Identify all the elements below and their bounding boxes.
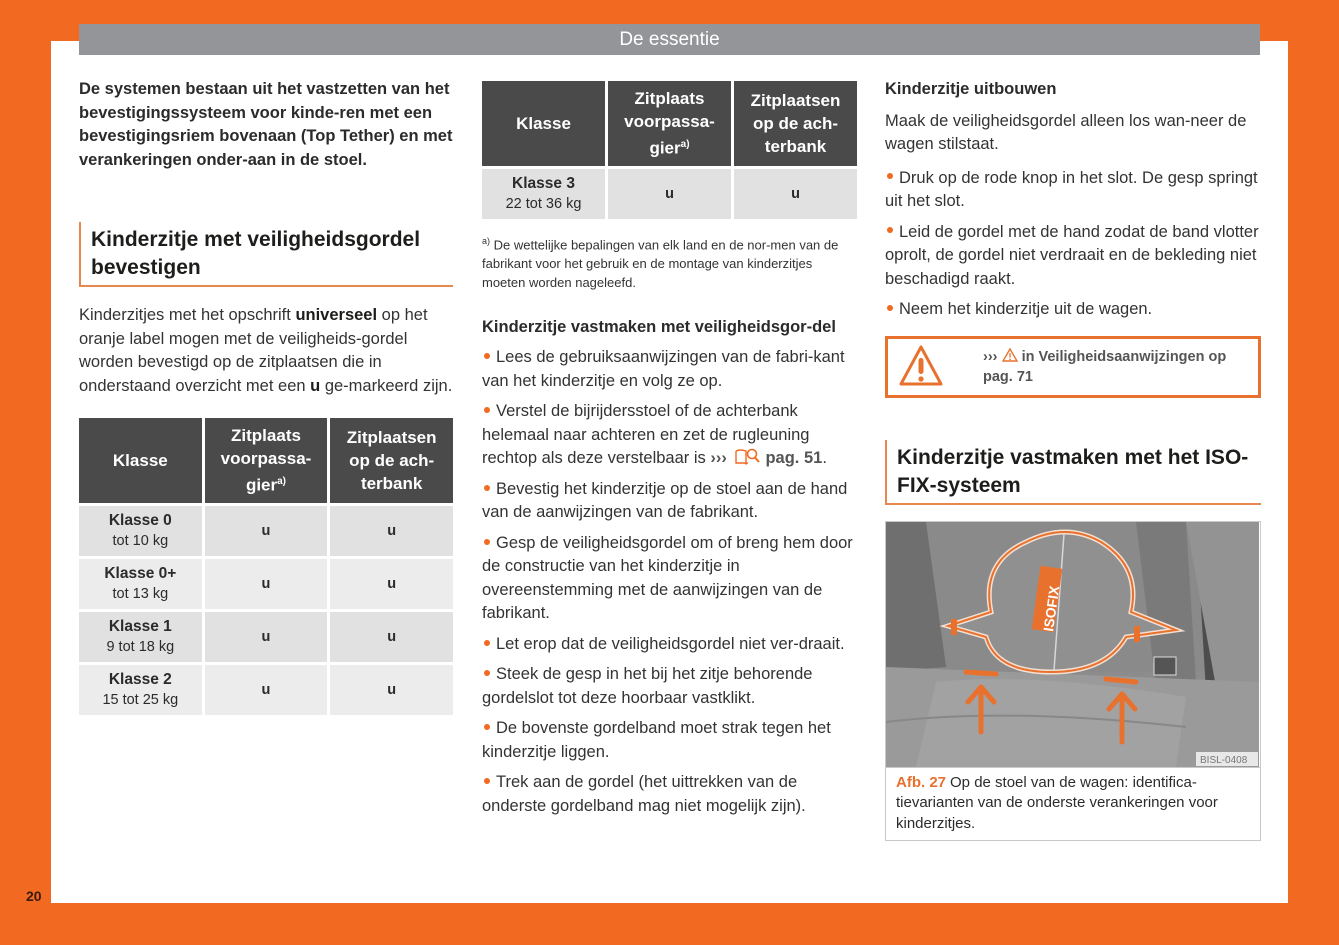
front-seat-cell: u xyxy=(205,506,328,556)
rear-seat-cell: u xyxy=(734,169,857,219)
class-table-1 xyxy=(76,415,456,718)
front-seat-cell: u xyxy=(205,612,328,662)
class-cell xyxy=(79,559,202,609)
warning-text: in Veiligheidsaanwijzingen op pag. 71 xyxy=(983,348,1227,385)
rear-seat-cell: u xyxy=(330,559,453,609)
column-2 xyxy=(482,78,857,818)
list-item xyxy=(482,400,857,471)
footnote-mark: a) xyxy=(482,235,491,246)
list-item xyxy=(482,717,857,764)
section-heading-isofix: Kinderzitje vastmaken met het ISO-FIX-systeem xyxy=(885,440,1261,505)
universal-paragraph xyxy=(79,304,453,398)
book-search-icon xyxy=(735,447,761,465)
paragraph-text: ge-markeerd zijn. xyxy=(320,376,453,395)
figure-27 xyxy=(885,521,1261,842)
list-item-text: Gesp de veiligheidsgordel om of breng hem door de constructie van het kinderzitje in overeenstemming met de aanwijzingen van de fabrikant. xyxy=(482,533,853,623)
header-text: Zitplaats voorpassa-gier xyxy=(220,426,312,495)
bullet-dot-icon xyxy=(484,640,490,646)
column-3 xyxy=(885,78,1261,841)
list-item-text: Verstel de bijrijdersstoel of de achterbank helemaal naar achteren en zet de rugleuning rechtop als deze verstelbaar is xyxy=(482,402,810,468)
bullet-dot-icon xyxy=(484,485,490,491)
subheading-remove-seat: Kinderzitje uitbouwen xyxy=(885,80,1057,98)
list-item xyxy=(482,346,857,393)
bullet-dot-icon xyxy=(484,539,490,545)
class-cell xyxy=(79,612,202,662)
class-weight: 15 tot 25 kg xyxy=(102,691,179,708)
class-name: Klasse 2 xyxy=(108,670,172,688)
class-cell xyxy=(482,169,605,219)
table-header-row xyxy=(482,81,857,166)
class-name: Klasse 3 xyxy=(512,174,575,192)
paragraph-bold-universeel: universeel xyxy=(295,306,378,324)
list-item xyxy=(482,478,857,525)
list-item-text: Bevestig het kinderzitje op de stoel aan de hand van de aanwijzingen van de fabrikant. xyxy=(482,479,848,522)
page-number: 20 xyxy=(26,888,42,904)
intro-paragraph: De systemen bestaan uit het vastzetten van het bevestigingssysteem voor kinde-ren met een bevestigingsriem bovenaan (Top Tether) en met verankeringen onder-aan in de stoel. xyxy=(79,80,453,169)
isofix-label: ISOFIX xyxy=(1040,584,1063,632)
warning-triangle-icon xyxy=(898,344,944,388)
table-row xyxy=(79,612,453,662)
front-seat-cell: u xyxy=(205,665,328,715)
remove-intro-paragraph: Maak de veiligheidsgordel alleen los wan-neer de wagen stilstaat. xyxy=(885,111,1247,153)
table-footnote xyxy=(482,232,857,292)
rear-seat-cell: u xyxy=(330,612,453,662)
cross-reference-link[interactable] xyxy=(710,449,822,467)
reference-arrows: ››› xyxy=(983,348,998,365)
list-item xyxy=(885,298,1261,322)
header-rear-seats xyxy=(734,81,857,166)
list-item-text: Lees de gebruiksaanwijzingen van de fabri-kant van het kinderzitje en volg ze op. xyxy=(482,348,845,390)
bullet-dot-icon xyxy=(887,305,893,311)
class-table-2 xyxy=(479,78,860,222)
bullet-dot-icon xyxy=(887,173,893,179)
figure-caption xyxy=(886,767,1260,841)
bullet-dot-icon xyxy=(887,227,893,233)
list-item xyxy=(482,771,857,818)
class-cell xyxy=(79,665,202,715)
paragraph-text: op het oranje label mogen met de veiligheids-gordel worden bevestigd op de zitplaatsen die in onderstaand overzicht met een xyxy=(79,306,428,395)
bullet-dot-icon xyxy=(484,778,490,784)
paragraph-text: Kinderzitjes met het opschrift xyxy=(79,306,296,324)
list-item-text: Leid de gordel met de hand zodat de band vlotter oprolt, de gordel niet verdraait en de bekleding niet beschadigd raakt. xyxy=(885,222,1259,288)
footnote-mark: a) xyxy=(680,139,690,150)
removal-list xyxy=(885,167,1261,322)
table-row xyxy=(482,169,857,219)
header-front-seat xyxy=(205,418,328,503)
paragraph-bold-u: u xyxy=(310,376,321,395)
list-item-text: . xyxy=(822,449,827,468)
warning-box xyxy=(885,336,1261,398)
header-rear-seats xyxy=(330,418,453,503)
class-name: Klasse 1 xyxy=(108,617,172,635)
header-text: Zitplaats voorpassa-gier xyxy=(624,89,715,158)
section-heading-seatbelt: Kinderzitje met veiligheidsgordel bevestigen xyxy=(79,222,453,287)
table-row xyxy=(79,506,453,556)
header-klasse xyxy=(482,81,605,166)
class-weight: tot 13 kg xyxy=(112,585,169,602)
reference-page: pag. 51 xyxy=(765,449,823,468)
list-item-text: Let erop dat de veiligheidsgordel niet ver-draait. xyxy=(496,634,845,653)
front-seat-cell: u xyxy=(608,169,731,219)
header-klasse xyxy=(79,418,202,503)
class-name: Klasse 0+ xyxy=(104,564,177,582)
list-item xyxy=(885,221,1261,292)
chapter-header: De essentie xyxy=(79,24,1260,55)
table-header-row xyxy=(79,418,453,503)
bullet-dot-icon xyxy=(484,353,490,359)
bullet-dot-icon xyxy=(484,407,490,413)
table-row xyxy=(79,559,453,609)
class-name: Klasse 0 xyxy=(108,511,172,529)
class-weight: 22 tot 36 kg xyxy=(505,195,582,212)
instruction-list xyxy=(482,346,857,818)
rear-seat-cell: u xyxy=(330,506,453,556)
column-1 xyxy=(79,78,453,718)
list-item-text: Steek de gesp in het bij het zitje behorende gordelslot tot deze hoorbaar vastklikt. xyxy=(482,665,813,707)
rear-seat-cell: u xyxy=(330,665,453,715)
list-item-text: Trek aan de gordel (het uittrekken van de onderste gordelband mag niet mogelijk zijn). xyxy=(482,773,806,815)
header-text: Klasse xyxy=(516,113,571,133)
list-item xyxy=(482,663,857,710)
footnote-mark: a) xyxy=(277,476,287,487)
class-cell xyxy=(79,506,202,556)
list-item-text: Neem het kinderzitje uit de wagen. xyxy=(899,300,1153,318)
header-text: Zitplaatsen op de ach-terbank xyxy=(750,90,841,156)
list-item xyxy=(885,167,1261,214)
class-weight: 9 tot 18 kg xyxy=(106,638,175,655)
header-text: Zitplaatsen op de ach-terbank xyxy=(346,427,437,493)
bullet-dot-icon xyxy=(484,724,490,730)
bullet-dot-icon xyxy=(484,670,490,676)
table-row xyxy=(79,665,453,715)
front-seat-cell: u xyxy=(205,559,328,609)
figure-label: Afb. 27 xyxy=(896,773,947,791)
list-item-text: Druk op de rode knop in het slot. De gesp springt uit het slot. xyxy=(885,168,1258,210)
isofix-seat-illustration xyxy=(886,522,1259,767)
warning-small-icon xyxy=(1002,348,1018,362)
header-text: Klasse xyxy=(112,450,168,470)
class-weight: tot 10 kg xyxy=(112,532,169,549)
image-code: BISL-0408 xyxy=(1200,754,1248,766)
list-item xyxy=(482,532,857,626)
figure-caption-text: Op de stoel van de wagen: identifica-tievarianten van de onderste verankeringen voor kinderzitjes. xyxy=(896,773,1218,832)
list-item xyxy=(482,633,857,657)
footnote-text: De wettelijke bepalingen van elk land en de nor-men van de fabrikant voor het gebruik en de montage van kinderzitjes moeten worden nageleefd. xyxy=(482,236,839,290)
subheading-seatbelt-fasten: Kinderzitje vastmaken met veiligheidsgor-del xyxy=(482,317,836,336)
warning-reference-link[interactable] xyxy=(983,347,1258,387)
reference-arrows: ››› xyxy=(710,449,727,468)
list-item-text: De bovenste gordelband moet strak tegen het kinderzitje liggen. xyxy=(482,719,831,761)
header-front-seat xyxy=(608,81,731,166)
